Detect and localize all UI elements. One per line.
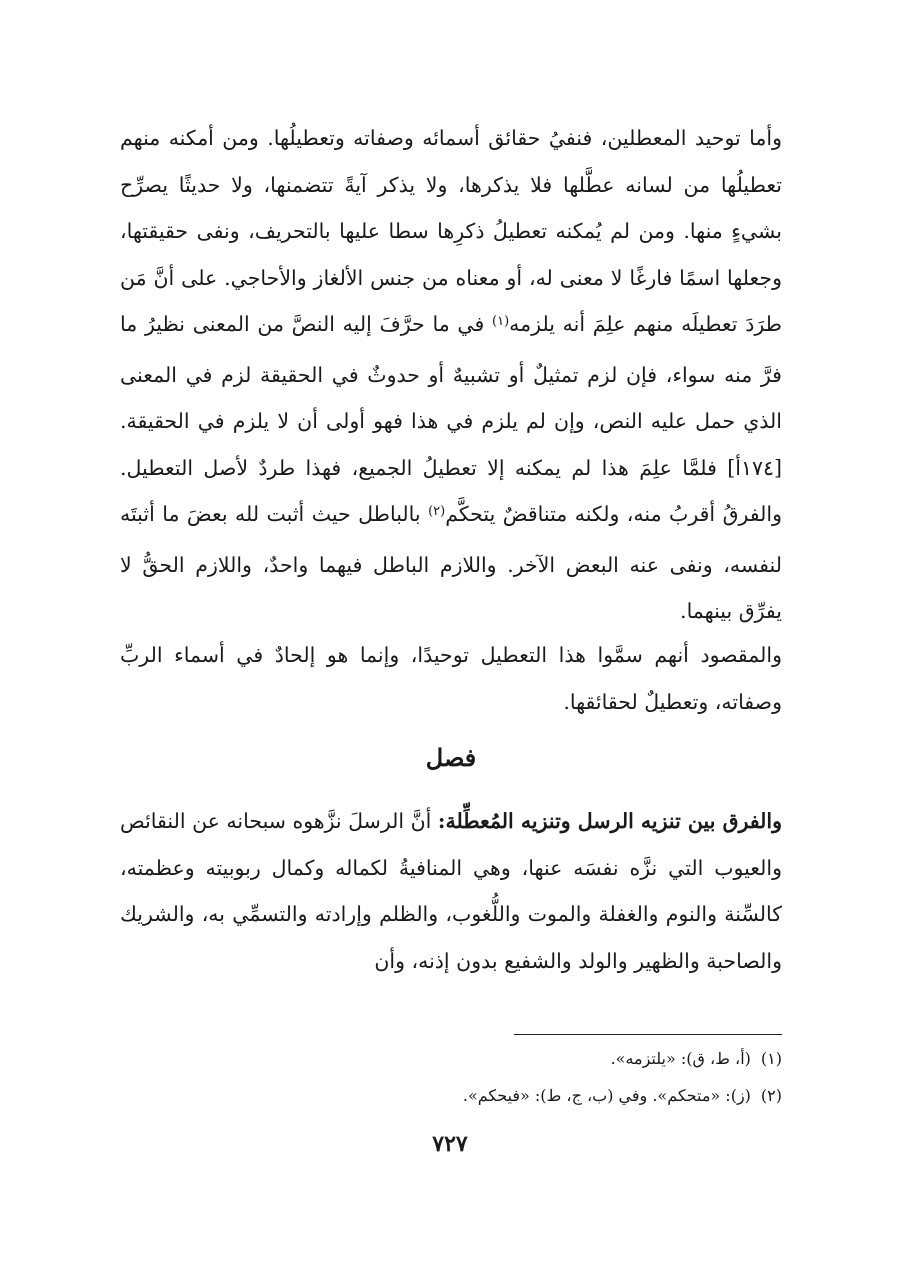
paragraph-2 (120, 632, 782, 725)
paragraph-2-text: والمقصود أنهم سمَّوا هذا التعطيل توحيدًا، وإنما هو إلحادٌ في أسماء الربِّ وصفاته، وتعطيلٌ لحقائقها. (120, 643, 782, 714)
paragraph-1-continuation: في ما حرَّفَ إليه النصَّ من المعنى نظيرُ ما فرَّ منه سواء، فإن لزم تمثيلٌ أو تشبيهٌ أو حدوثٌ في الحقيقة لزم في المعنى الذي حمل عليه النص، وإن لم يلزم في هذا فهو أولى أن لا يلزم في الحقيقة. [١٧٤أ] فلمَّا علِمَ هذا لم يمكنه إلا تعطيلُ الجميع، فهذا طردٌ لأصل التعطيل. والفرقُ أقربُ منه، ولكنه متناقضٌ يتحكَّم (120, 312, 783, 526)
paragraph-1 (120, 115, 782, 635)
footnote-2-text: (ز): «متحكم». وفي (ب، ج، ط): «فيحكم». (462, 1086, 751, 1105)
paragraph-1-text: وأما توحيد المعطلين، فنفيُ حقائق أسمائه وصفاته وتعطيلُها. ومن أمكنه منهم تعطيلُها من لسانه عطَّلها فلا يذكرها، ولا يذكر آيةً تتضمنها، ولا حديثًا يصرِّح بشيءٍ منها. ومن لم يُمكنه تعطيلُ ذكرِها سطا عليها بالتحريف، ونفى حقيقتها، وجعلها اسمًا فارغًا لا معنى له، أو معناه من جنس الألغاز والأحاجي. على أنَّ مَن طرَدَ تعطيلَه منهم علِمَ أنه يلزمه (120, 126, 782, 336)
section-heading: فصل (425, 743, 477, 772)
paragraph-3-lead: والفرق بين تنزيه الرسل وتنزيه المُعطِّلة: (437, 809, 782, 833)
paragraph-3 (120, 798, 782, 984)
footnote-ref-1: (١) (492, 314, 510, 329)
footnote-1-text: (أ، ط، ق): «يلتزمه». (610, 1049, 751, 1068)
footnote-1-number: (١) (760, 1049, 782, 1068)
footnote-2 (120, 1077, 782, 1114)
paragraph-3-text: أنَّ الرسلَ نزَّهوه سبحانه عن النقائص والعيوب التي نزَّه نفسَه عنها، وهي المنافيةُ لكماله وكمال ربوبيته وعظمته، كالسِّنة والنوم والغفلة والموت واللُّغوب، والظلم وإرادته والتسمِّي به، والشريك والصاحبة والظهير والولد والشفيع بدون إذنه، وأن (119, 809, 782, 973)
paragraph-1-ending: بالباطل حيث أثبت لله بعضَ ما أثبتَه لنفسه، ونفى عنه البعض الآخر. واللازم الباطل فيهما واحدٌ، واللازم الحقُّ لا يفرِّق بينهما. (120, 502, 782, 623)
footnote-1 (120, 1040, 782, 1077)
footnote-ref-2: (٢) (428, 504, 446, 519)
page-number: ٧٢٧ (432, 1131, 468, 1157)
footnotes (120, 1040, 782, 1114)
footnote-2-number: (٢) (760, 1086, 782, 1105)
footnote-separator (514, 1034, 782, 1035)
